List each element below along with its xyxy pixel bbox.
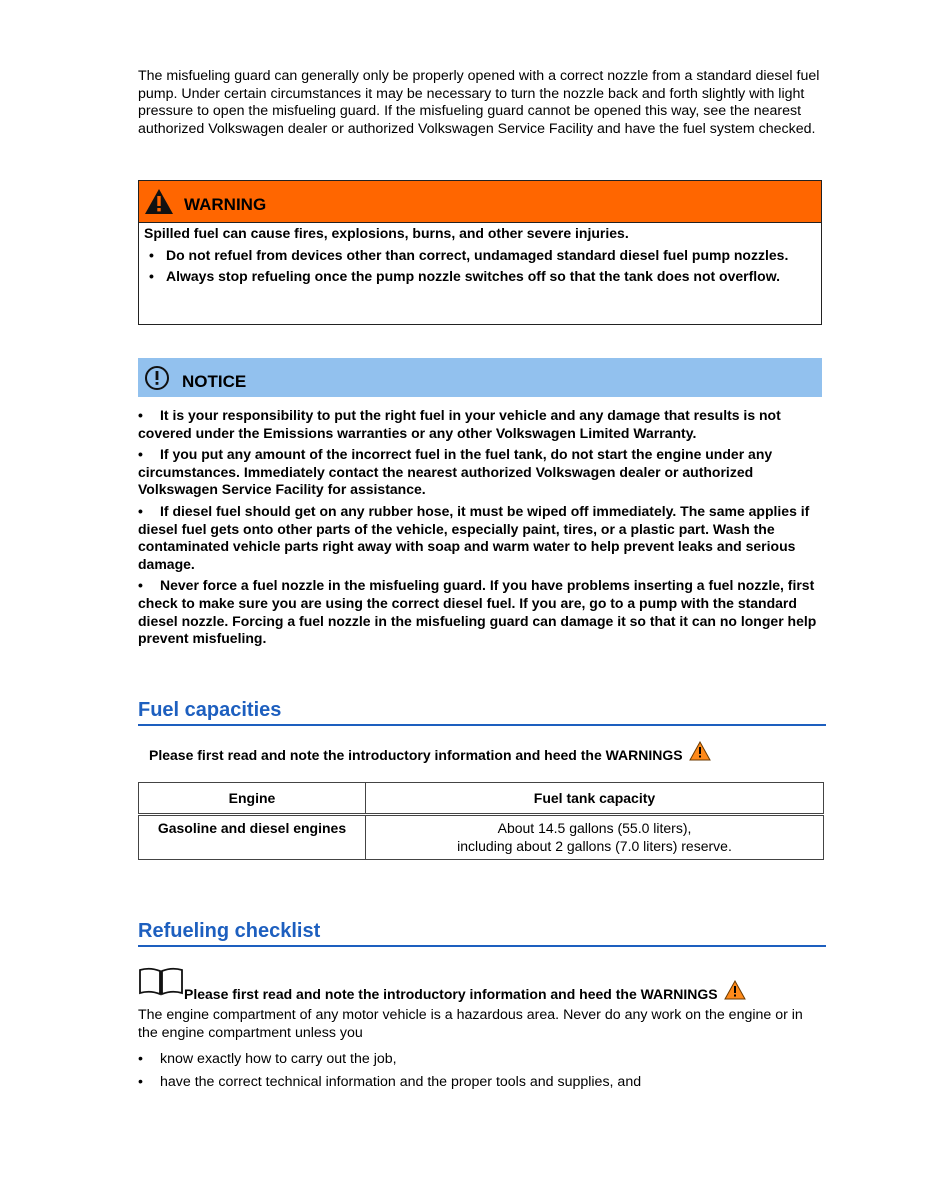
- notice-item: • It is your responsibility to put the right fuel in your vehicle and any damage that results is not covered under the Emissions warranties or any other Volkswagen Limited Warranty.: [138, 407, 781, 441]
- table-cell-engine: Gasoline and diesel engines: [139, 815, 366, 860]
- warning-triangle-icon: [689, 741, 711, 761]
- warning-item: • Do not refuel from devices other than correct, undamaged standard diesel fuel pump nozzles.: [144, 247, 816, 265]
- exclamation-circle-icon: [144, 365, 170, 391]
- notice-title: NOTICE: [182, 371, 247, 391]
- table-header-row: [139, 783, 824, 815]
- bullet: •: [138, 407, 143, 423]
- warning-triangle-icon: [144, 188, 174, 215]
- notice-item: • If you put any amount of the incorrect fuel in the fuel tank, do not start the engine under any circumstances. Immediately contact the nearest authorized Volkswagen dealer or authorized Volkswagen Service Facility for assistance.: [138, 446, 773, 498]
- notice-body: [138, 407, 824, 652]
- warning-lead: Spilled fuel can cause fires, explosions, burns, and other severe injuries.: [144, 225, 629, 241]
- list-item: • have the correct technical information and the proper tools and supplies, and: [138, 1073, 642, 1090]
- fuel-capacities-heading: Fuel capacities: [138, 698, 826, 726]
- bullet: •: [138, 1051, 143, 1067]
- fuel-capacity-table: [138, 782, 824, 860]
- notice-item: • If diesel fuel should get on any rubber hose, it must be wiped off immediately. The same applies if diesel fuel gets onto other parts of the vehicle, especially paint, tires, or a plastic part. Wash the contaminated vehicle parts right away with soap and warm water to help prevent leaks and serious damage.: [138, 502, 810, 572]
- refueling-paragraph: The engine compartment of any motor vehicle is a hazardous area. Never do any work on the engine or in the engine compartment unless you: [138, 1007, 803, 1041]
- bullet: •: [138, 1073, 143, 1090]
- table-header-capacity: Fuel tank capacity: [366, 783, 824, 815]
- bullet: •: [138, 577, 143, 594]
- table-header-engine: Engine: [139, 783, 366, 815]
- open-book-icon: [138, 966, 184, 996]
- table-row: [139, 815, 824, 860]
- warning-item: • Always stop refueling once the pump nozzle switches off so that the tank does not overflow.: [144, 268, 816, 286]
- warning-title: WARNING: [184, 194, 267, 214]
- notice-item: • Never force a fuel nozzle in the misfueling guard. If you have problems inserting a fuel nozzle, first check to make sure you are using the correct diesel fuel. If you are, go to a pump with the standard diesel nozzle. Forcing a fuel nozzle in the misfueling guard can damage it so that it can no longer help prevent misfueling.: [138, 577, 817, 647]
- bullet: •: [138, 446, 143, 463]
- refueling-list: [138, 1051, 824, 1096]
- warning-body: [139, 223, 821, 292]
- warning-header: [139, 181, 821, 223]
- bullet: •: [149, 268, 154, 285]
- warning-triangle-icon: [724, 980, 746, 1000]
- intro-paragraph: The misfueling guard can generally only be properly opened with a correct nozzle from a standard diesel fuel pump. Under certain circumstances it may be necessary to turn the nozzle back and forth slightly with light pressure to open the misfueling guard. If the misfueling guard cannot be opened this way, see the nearest authorized Volkswagen dealer or authorized Volkswagen Service Facility and have the fuel system checked.: [138, 68, 820, 137]
- refueling-checklist-heading: Refueling checklist: [138, 919, 826, 947]
- refueling-read-note: Please first read and note the introductory information and heed the WARNINGS: [184, 980, 746, 1002]
- list-item: • know exactly how to carry out the job,: [138, 1051, 397, 1067]
- bullet: •: [149, 246, 154, 263]
- warning-box: [138, 180, 822, 325]
- table-cell-capacity: About 14.5 gallons (55.0 liters), including about 2 gallons (7.0 liters) reserve.: [366, 815, 824, 860]
- fuel-capacities-read-note: Please first read and note the introductory information and heed the WARNINGS: [149, 741, 711, 763]
- notice-header: [138, 358, 822, 397]
- bullet: •: [138, 502, 143, 519]
